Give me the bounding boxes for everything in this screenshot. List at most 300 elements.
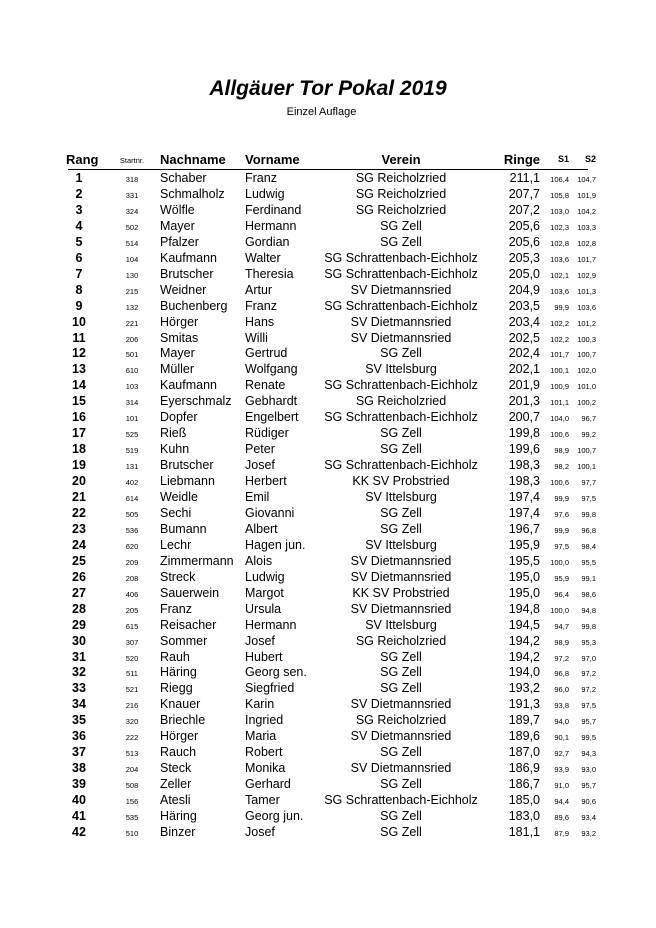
row-vorname: Gebhardt	[245, 394, 298, 409]
row-verein: SG Zell	[380, 426, 422, 441]
table-row	[0, 777, 656, 793]
row-startnr: 615	[125, 621, 139, 631]
row-startnr: 209	[125, 557, 139, 567]
row-vorname: Ursula	[245, 601, 282, 616]
table-row	[0, 825, 656, 841]
row-rang: 27	[72, 585, 86, 600]
row-s1: 96,4	[554, 589, 569, 599]
row-s2: 96,8	[581, 525, 596, 535]
row-verein: SG Zell	[380, 745, 422, 760]
row-verein: SG Zell	[380, 649, 422, 664]
row-vorname: Emil	[245, 490, 270, 504]
row-ringe: 203,4	[508, 314, 540, 329]
row-s2: 102,0	[577, 366, 596, 376]
row-s2: 100,7	[577, 350, 596, 360]
row-rang: 4	[75, 218, 83, 233]
row-startnr: 519	[125, 446, 139, 456]
header-verein: Verein	[381, 152, 421, 167]
row-startnr: 520	[125, 653, 139, 663]
row-s2: 95,3	[581, 637, 596, 647]
row-s1: 91,0	[554, 781, 569, 791]
row-vorname: Margot	[245, 585, 284, 600]
row-s2: 98,4	[581, 541, 596, 551]
row-vorname: Hans	[245, 314, 275, 329]
row-s1: 103,0	[550, 206, 569, 216]
row-nachname: Franz	[160, 601, 192, 616]
table-row	[0, 267, 656, 283]
row-nachname: Häring	[160, 809, 197, 823]
row-s2: 101,0	[577, 382, 596, 392]
row-verein: SG Schrattenbach-Eichholz	[324, 250, 478, 265]
row-verein: SG Zell	[380, 234, 422, 249]
row-ringe: 186,9	[508, 761, 540, 776]
row-nachname: Müller	[160, 362, 195, 377]
row-rang: 26	[72, 569, 86, 584]
row-nachname: Dopfer	[160, 410, 198, 425]
row-vorname: Herbert	[245, 474, 287, 489]
row-startnr: 101	[125, 414, 139, 424]
row-startnr: 402	[125, 478, 139, 488]
row-rang: 39	[72, 777, 86, 792]
row-ringe: 181,1	[508, 824, 540, 839]
row-s2: 97,0	[581, 653, 596, 663]
row-s2: 99,8	[581, 621, 596, 631]
row-ringe: 189,6	[508, 729, 540, 744]
row-nachname: Kaufmann	[160, 250, 217, 265]
row-vorname: Franz	[245, 298, 277, 313]
row-verein: SG Schrattenbach-Eichholz	[324, 298, 478, 313]
row-nachname: Liebmann	[160, 474, 215, 489]
row-s2: 97,5	[581, 494, 596, 503]
row-startnr: 535	[125, 813, 139, 822]
table-row	[0, 283, 656, 299]
row-s2: 100,7	[577, 446, 596, 456]
row-s1: 102,8	[550, 238, 569, 248]
row-vorname: Ludwig	[245, 569, 285, 584]
row-s1: 100,6	[550, 478, 569, 488]
row-vorname: Robert	[245, 745, 283, 760]
row-nachname: Kuhn	[160, 442, 190, 457]
row-rang: 12	[72, 346, 86, 361]
row-verein: SV Dietmannsried	[350, 601, 452, 616]
row-rang: 31	[72, 649, 86, 664]
row-s1: 102,2	[550, 318, 569, 328]
row-nachname: Streck	[160, 569, 196, 584]
row-s1: 103,6	[550, 254, 569, 264]
table-row	[0, 426, 656, 442]
row-vorname: Karin	[245, 697, 275, 712]
row-s1: 102,3	[550, 222, 569, 232]
row-s2: 93,0	[581, 765, 596, 775]
row-rang: 18	[72, 442, 86, 457]
row-ringe: 207,7	[508, 186, 540, 201]
table-row	[0, 602, 656, 618]
row-s1: 98,9	[554, 446, 569, 456]
row-ringe: 197,4	[508, 505, 540, 520]
row-verein: SV Ittelsburg	[365, 490, 437, 504]
row-vorname: Albert	[245, 521, 278, 536]
row-rang: 30	[72, 633, 86, 648]
row-startnr: 103	[125, 382, 139, 392]
row-verein: SV Ittelsburg	[365, 537, 437, 552]
table-row	[0, 474, 656, 490]
row-rang: 2	[75, 186, 83, 201]
row-startnr: 208	[125, 573, 139, 583]
row-verein: SG Zell	[380, 442, 422, 457]
row-s1: 96,8	[554, 669, 569, 679]
row-verein: SG Zell	[380, 505, 422, 520]
row-ringe: 202,1	[508, 362, 540, 377]
row-rang: 1	[75, 171, 83, 185]
row-startnr: 131	[125, 462, 139, 472]
table-row	[0, 490, 656, 506]
row-s1: 89,6	[554, 813, 569, 822]
row-nachname: Zeller	[160, 777, 192, 792]
row-ringe: 200,7	[508, 410, 540, 425]
row-s2: 103,6	[577, 302, 596, 312]
row-verein: SV Dietmannsried	[350, 569, 452, 584]
row-nachname: Atesli	[160, 793, 191, 808]
row-ringe: 199,8	[508, 426, 540, 441]
row-vorname: Siegfried	[245, 681, 295, 696]
row-ringe: 205,3	[508, 250, 540, 265]
header-vorname: Vorname	[245, 152, 300, 167]
header-nachname: Nachname	[160, 152, 226, 167]
header-startnr: Startnr.	[119, 156, 145, 165]
row-nachname: Rauch	[160, 745, 197, 760]
row-s2: 97,7	[581, 478, 596, 488]
row-s2: 95,7	[581, 781, 596, 791]
row-s1: 95,9	[554, 573, 569, 583]
row-nachname: Binzer	[160, 824, 196, 839]
row-rang: 34	[72, 697, 86, 712]
row-rang: 41	[72, 809, 86, 823]
row-s1: 100,6	[550, 430, 569, 440]
table-header-row	[0, 152, 656, 168]
row-verein: SG Reicholzried	[355, 171, 447, 185]
row-rang: 17	[72, 426, 86, 441]
row-verein: SV Ittelsburg	[365, 617, 437, 632]
row-rang: 24	[72, 537, 86, 552]
row-startnr: 610	[125, 366, 139, 376]
row-ringe: 194,5	[508, 617, 540, 632]
row-startnr: 130	[125, 270, 139, 280]
row-s1: 106,4	[550, 175, 569, 184]
row-verein: SV Dietmannsried	[350, 553, 452, 568]
row-rang: 40	[72, 793, 86, 808]
table-row	[0, 681, 656, 697]
row-verein: SG Reicholzried	[355, 202, 447, 217]
row-verein: KK SV Probstried	[352, 474, 450, 489]
row-verein: SG Schrattenbach-Eichholz	[324, 793, 478, 808]
row-rang: 9	[75, 298, 83, 313]
row-s2: 101,7	[577, 254, 596, 264]
row-startnr: 222	[125, 733, 139, 743]
row-startnr: 205	[125, 605, 139, 615]
row-vorname: Hagen jun.	[245, 537, 306, 552]
row-vorname: Walter	[245, 250, 281, 265]
row-s1: 100,9	[550, 382, 569, 392]
row-s1: 99,9	[554, 494, 569, 503]
row-verein: SV Ittelsburg	[365, 362, 437, 377]
row-vorname: Josef	[245, 458, 275, 473]
row-rang: 20	[72, 474, 86, 489]
row-verein: SV Dietmannsried	[350, 330, 452, 345]
row-nachname: Sauerwein	[160, 585, 220, 600]
table-row	[0, 442, 656, 458]
row-startnr: 502	[125, 222, 139, 232]
row-vorname: Engelbert	[245, 410, 299, 425]
row-s2: 101,9	[577, 190, 596, 200]
row-s2: 99,1	[581, 573, 596, 583]
row-vorname: Hermann	[245, 218, 297, 233]
row-startnr: 513	[125, 749, 139, 759]
row-nachname: Rauh	[160, 649, 190, 664]
header-ringe: Ringe	[503, 152, 540, 167]
table-row	[0, 235, 656, 251]
table-row	[0, 171, 656, 187]
row-ringe: 195,9	[508, 537, 540, 552]
table-row	[0, 650, 656, 666]
header-rang: Rang	[66, 152, 99, 167]
row-s1: 99,9	[554, 302, 569, 312]
row-verein: SG Zell	[380, 681, 422, 696]
row-rang: 13	[72, 362, 86, 377]
row-startnr: 215	[125, 286, 139, 296]
row-ringe: 202,5	[508, 330, 540, 345]
row-s1: 101,7	[550, 350, 569, 360]
table-row	[0, 697, 656, 713]
row-ringe: 194,2	[508, 649, 540, 664]
table-row	[0, 315, 656, 331]
row-vorname: Josef	[245, 633, 275, 648]
row-ringe: 205,6	[508, 234, 540, 249]
row-s1: 94,0	[554, 717, 569, 727]
row-verein: SG Reicholzried	[355, 394, 447, 409]
row-verein: SG Zell	[380, 218, 422, 233]
row-rang: 14	[72, 378, 86, 393]
row-s2: 94,3	[581, 749, 596, 759]
row-rang: 5	[75, 234, 83, 249]
row-s1: 97,2	[554, 653, 569, 663]
row-nachname: Sechi	[160, 505, 192, 520]
table-row	[0, 378, 656, 394]
row-s1: 96,0	[554, 685, 569, 695]
row-s2: 95,7	[581, 717, 596, 727]
row-s2: 104,2	[577, 206, 596, 216]
row-vorname: Tamer	[245, 793, 280, 808]
row-vorname: Josef	[245, 824, 275, 839]
row-verein: SG Reicholzried	[355, 713, 447, 728]
row-s1: 98,2	[554, 462, 569, 472]
row-verein: SV Dietmannsried	[350, 697, 452, 712]
row-rang: 19	[72, 458, 86, 473]
row-ringe: 183,0	[508, 809, 540, 823]
header-divider	[68, 169, 588, 170]
row-s2: 100,2	[577, 398, 596, 408]
row-startnr: 331	[125, 190, 139, 200]
row-s2: 93,4	[581, 813, 596, 822]
row-ringe: 204,9	[508, 282, 540, 297]
row-startnr: 514	[125, 238, 139, 248]
row-startnr: 314	[125, 398, 139, 408]
row-rang: 29	[72, 617, 86, 632]
row-vorname: Wolfgang	[245, 362, 298, 377]
row-rang: 23	[72, 521, 86, 536]
row-rang: 10	[72, 314, 86, 329]
row-s2: 98,6	[581, 589, 596, 599]
row-s1: 97,6	[554, 509, 569, 519]
row-s2: 101,3	[577, 286, 596, 296]
row-vorname: Rüdiger	[245, 426, 289, 441]
row-ringe: 205,6	[508, 218, 540, 233]
row-s2: 100,1	[577, 462, 596, 472]
row-s2: 102,8	[577, 238, 596, 248]
row-nachname: Weidle	[160, 490, 198, 504]
row-rang: 22	[72, 505, 86, 520]
row-nachname: Häring	[160, 665, 197, 680]
table-row	[0, 299, 656, 315]
row-verein: SG Zell	[380, 777, 422, 792]
row-verein: SG Zell	[380, 824, 422, 839]
row-s2: 102,9	[577, 270, 596, 280]
row-startnr: 511	[126, 669, 138, 679]
table-row	[0, 251, 656, 267]
row-ringe: 189,7	[508, 713, 540, 728]
row-ringe: 197,4	[508, 490, 540, 504]
row-startnr: 206	[125, 334, 139, 344]
row-ringe: 195,0	[508, 585, 540, 600]
page-subtitle: Einzel Auflage	[286, 106, 357, 118]
row-nachname: Brutscher	[160, 266, 214, 281]
row-s2: 95,5	[581, 557, 596, 567]
row-vorname: Ludwig	[245, 186, 285, 201]
row-startnr: 521	[125, 685, 139, 695]
row-ringe: 195,5	[508, 553, 540, 568]
row-rang: 28	[72, 601, 86, 616]
table-row	[0, 203, 656, 219]
row-verein: SG Reicholzried	[355, 633, 447, 648]
table-row	[0, 761, 656, 777]
table-row	[0, 713, 656, 729]
row-s1: 102,2	[550, 334, 569, 344]
row-vorname: Georg jun.	[245, 809, 304, 823]
row-s2: 97,2	[581, 669, 596, 679]
table-row	[0, 618, 656, 634]
row-ringe: 185,0	[508, 793, 540, 808]
row-s2: 100,3	[577, 334, 596, 344]
table-row	[0, 729, 656, 745]
row-rang: 21	[72, 490, 86, 504]
row-startnr: 320	[125, 717, 139, 727]
row-nachname: Weidner	[160, 282, 207, 297]
row-s1: 99,9	[554, 525, 569, 535]
row-nachname: Lechr	[160, 537, 192, 552]
row-s1: 101,1	[550, 398, 569, 408]
table-row	[0, 634, 656, 650]
table-row	[0, 410, 656, 426]
row-nachname: Schaber	[160, 171, 207, 185]
row-rang: 33	[72, 681, 86, 696]
row-rang: 16	[72, 410, 86, 425]
row-nachname: Knauer	[160, 697, 201, 712]
table-row	[0, 506, 656, 522]
row-rang: 32	[72, 665, 86, 680]
row-verein: SG Zell	[380, 346, 422, 361]
row-nachname: Hörger	[160, 729, 199, 744]
row-s2: 99,8	[581, 509, 596, 519]
table-row	[0, 187, 656, 203]
row-nachname: Bumann	[160, 521, 207, 536]
row-ringe: 195,0	[508, 569, 540, 584]
row-s1: 93,9	[554, 765, 569, 775]
table-row	[0, 331, 656, 347]
row-startnr: 104	[125, 254, 139, 264]
row-startnr: 156	[125, 797, 139, 807]
row-s2: 90,6	[581, 797, 596, 807]
row-vorname: Renate	[245, 378, 286, 393]
row-nachname: Eyerschmalz	[160, 394, 232, 409]
row-ringe: 203,5	[508, 298, 540, 313]
row-s2: 96,7	[581, 414, 596, 424]
table-row	[0, 522, 656, 538]
row-s2: 99,5	[581, 733, 596, 743]
row-startnr: 505	[125, 509, 139, 519]
row-rang: 36	[72, 729, 86, 744]
row-ringe: 198,3	[508, 474, 540, 489]
row-nachname: Kaufmann	[160, 378, 217, 393]
row-s1: 90,1	[554, 733, 569, 743]
row-s1: 104,0	[550, 414, 569, 424]
row-startnr: 324	[125, 206, 139, 216]
row-verein: SG Schrattenbach-Eichholz	[324, 410, 478, 425]
row-s2: 99,2	[581, 430, 596, 440]
row-nachname: Smitas	[160, 330, 199, 345]
row-vorname: Gordian	[245, 234, 290, 249]
table-row	[0, 745, 656, 761]
row-nachname: Hörger	[160, 314, 199, 329]
row-s1: 94,7	[554, 621, 569, 631]
row-vorname: Willi	[245, 330, 268, 345]
row-s1: 102,1	[550, 270, 569, 280]
row-verein: SV Dietmannsried	[350, 282, 452, 297]
row-rang: 7	[75, 266, 83, 281]
row-verein: SG Reicholzried	[355, 186, 447, 201]
row-startnr: 318	[125, 175, 139, 184]
row-startnr: 525	[125, 430, 139, 440]
row-rang: 42	[72, 824, 86, 839]
row-startnr: 510	[125, 828, 139, 838]
row-s1: 103,6	[550, 286, 569, 296]
row-ringe: 201,3	[508, 394, 540, 409]
row-s1: 97,5	[554, 541, 569, 551]
table-row	[0, 346, 656, 362]
row-nachname: Rieß	[160, 426, 187, 441]
row-ringe: 211,1	[509, 171, 540, 185]
row-ringe: 194,8	[508, 601, 540, 616]
row-nachname: Schmalholz	[160, 186, 225, 201]
row-s2: 97,5	[581, 701, 596, 711]
row-rang: 35	[72, 713, 86, 728]
row-vorname: Alois	[245, 553, 273, 568]
row-s1: 92,7	[554, 749, 569, 759]
row-ringe: 186,7	[508, 777, 540, 792]
table-row	[0, 793, 656, 809]
row-vorname: Gerhard	[245, 777, 291, 792]
table-row	[0, 809, 656, 825]
row-s1: 105,8	[550, 190, 569, 200]
row-rang: 25	[72, 553, 86, 568]
